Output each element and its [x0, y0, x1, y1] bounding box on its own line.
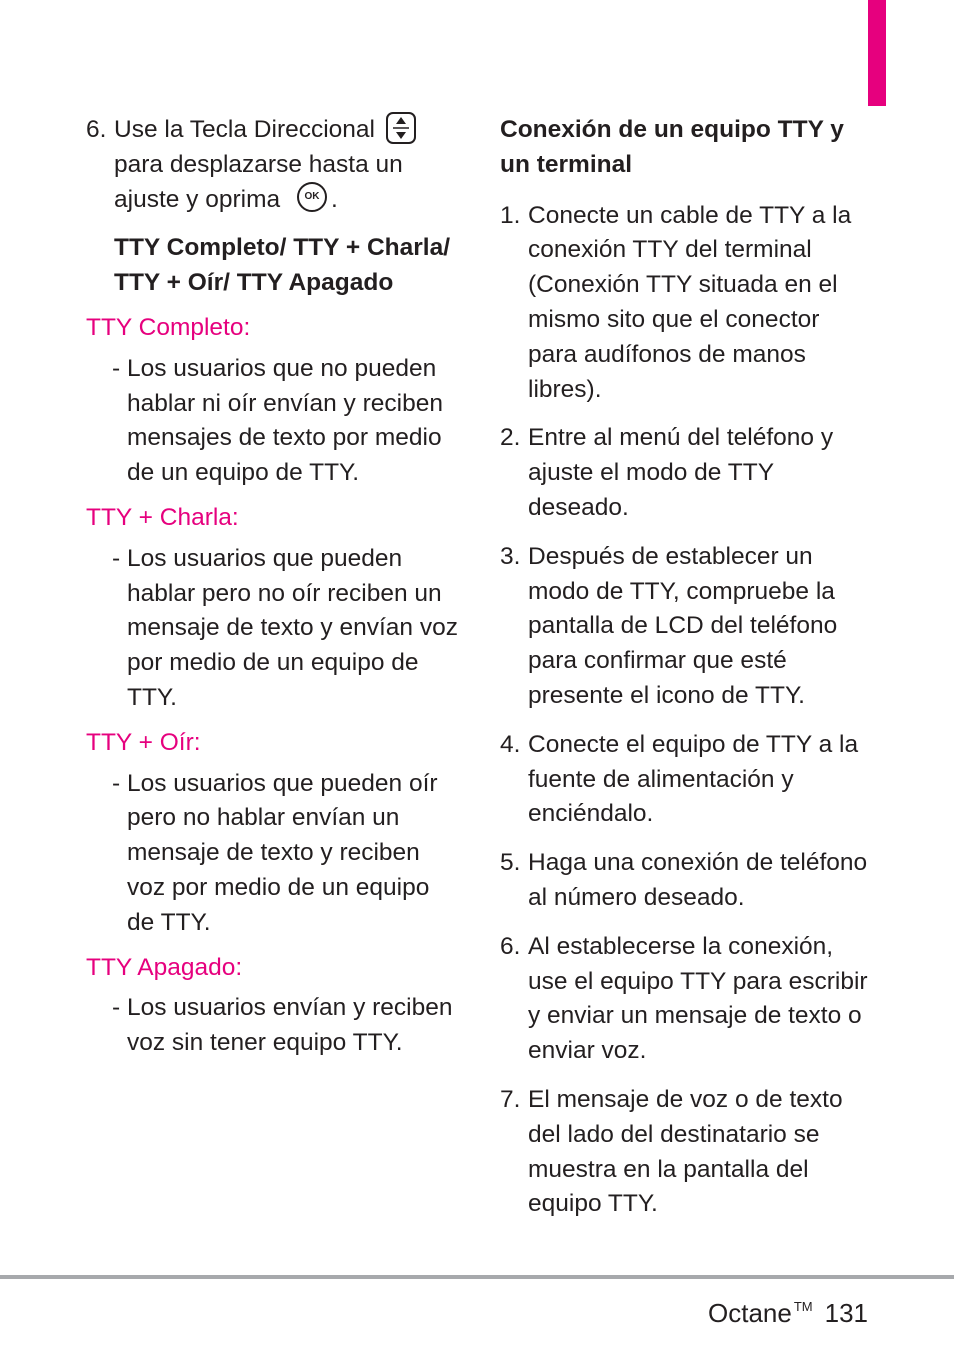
step-text-part-2: para desplazarse hasta un ajuste y oprima	[114, 150, 403, 213]
section-item	[86, 767, 458, 941]
page-footer	[708, 1290, 868, 1330]
step-text: Haga una conexión de teléfono al número deseado.	[528, 849, 868, 911]
connection-step-5	[500, 846, 872, 916]
step-number: 1.	[500, 201, 521, 229]
section-item	[86, 352, 458, 491]
bullet-dash: -	[112, 994, 121, 1022]
options-heading	[86, 231, 458, 301]
step-text: Al establecerse la conexión, use el equipo TTY para escribir y enviar un mensaje de texto o enviar voz.	[528, 932, 868, 1065]
section-text: Los usuarios que pueden hablar pero no oír reciben un mensaje de texto y envían voz por medio de un equipo de TTY.	[127, 544, 458, 711]
page-number: 131	[824, 1298, 868, 1328]
step-text: Conecte un cable de TTY a la conexión TTY del terminal (Conexión TTY situada en el mismo sito que el conector para audífonos de manos libres).	[528, 201, 852, 403]
right-column	[500, 113, 872, 1222]
section-tty-oir	[86, 726, 458, 941]
step-6	[86, 113, 458, 217]
step-text-part-1: Use la Tecla Direccional	[114, 116, 375, 143]
options-heading-text: TTY Completo/ TTY + Charla/ TTY + Oír/ TTY Apagado	[114, 234, 451, 297]
bullet-dash: -	[112, 544, 121, 572]
section-item	[86, 542, 458, 716]
step-text: El mensaje de voz o de texto del lado del destinatario se muestra en la pantalla del equipo TTY.	[528, 1085, 843, 1218]
step-text: Entre al menú del teléfono y ajuste el modo de TTY deseado.	[528, 424, 834, 521]
step-number: 6.	[500, 932, 521, 960]
section-tab-marker	[868, 0, 886, 106]
step-text	[114, 113, 458, 217]
ok-key-icon	[297, 182, 327, 212]
section-heading: TTY + Charla:	[86, 503, 239, 531]
section-tty-apagado	[86, 951, 458, 1061]
left-column	[86, 113, 458, 1061]
bullet-dash: -	[112, 769, 121, 797]
section-heading: TTY + Oír:	[86, 728, 201, 756]
connection-step-1	[500, 199, 872, 408]
step-text-end: .	[330, 185, 338, 213]
connection-step-7	[500, 1083, 872, 1222]
section-item	[86, 991, 458, 1061]
step-number: 7.	[500, 1085, 521, 1113]
section-text: Los usuarios envían y reciben voz sin tener equipo TTY.	[127, 994, 453, 1057]
section-tty-charla	[86, 501, 458, 716]
section-text: Los usuarios que pueden oír pero no hablar envían un mensaje de texto y reciben voz por medio de un equipo de TTY.	[127, 769, 438, 936]
step-number: 4.	[500, 730, 521, 758]
connection-step-3	[500, 540, 872, 714]
step-text: Conecte el equipo de TTY a la fuente de alimentación y enciéndalo.	[528, 730, 859, 828]
step-number: 3.	[500, 542, 521, 570]
connection-heading: Conexión de un equipo TTY y un terminal	[500, 116, 844, 178]
connection-step-2	[500, 421, 872, 525]
footer-rule	[0, 1275, 954, 1279]
ok-key-label: OK	[304, 191, 320, 203]
section-heading: TTY Apagado:	[86, 953, 243, 981]
connection-step-4	[500, 728, 872, 832]
step-number: 5.	[500, 849, 521, 877]
up-down-navigation-key-icon	[386, 112, 416, 144]
bullet-dash: -	[112, 354, 121, 382]
footer-brand: Octane	[708, 1298, 792, 1328]
section-tty-completo	[86, 311, 458, 491]
step-number: 2.	[500, 424, 521, 452]
section-text: Los usuarios que no pueden hablar ni oír envían y reciben mensajes de texto por medio de un equipo de TTY.	[127, 354, 443, 487]
section-heading: TTY Completo:	[86, 313, 251, 341]
connection-step-6	[500, 930, 872, 1069]
footer-trademark: TM	[793, 1299, 813, 1314]
step-number: 6.	[86, 116, 107, 143]
step-text: Después de establecer un modo de TTY, compruebe la pantalla de LCD del teléfono para confirmar que esté presente el icono de TTY.	[528, 542, 838, 709]
